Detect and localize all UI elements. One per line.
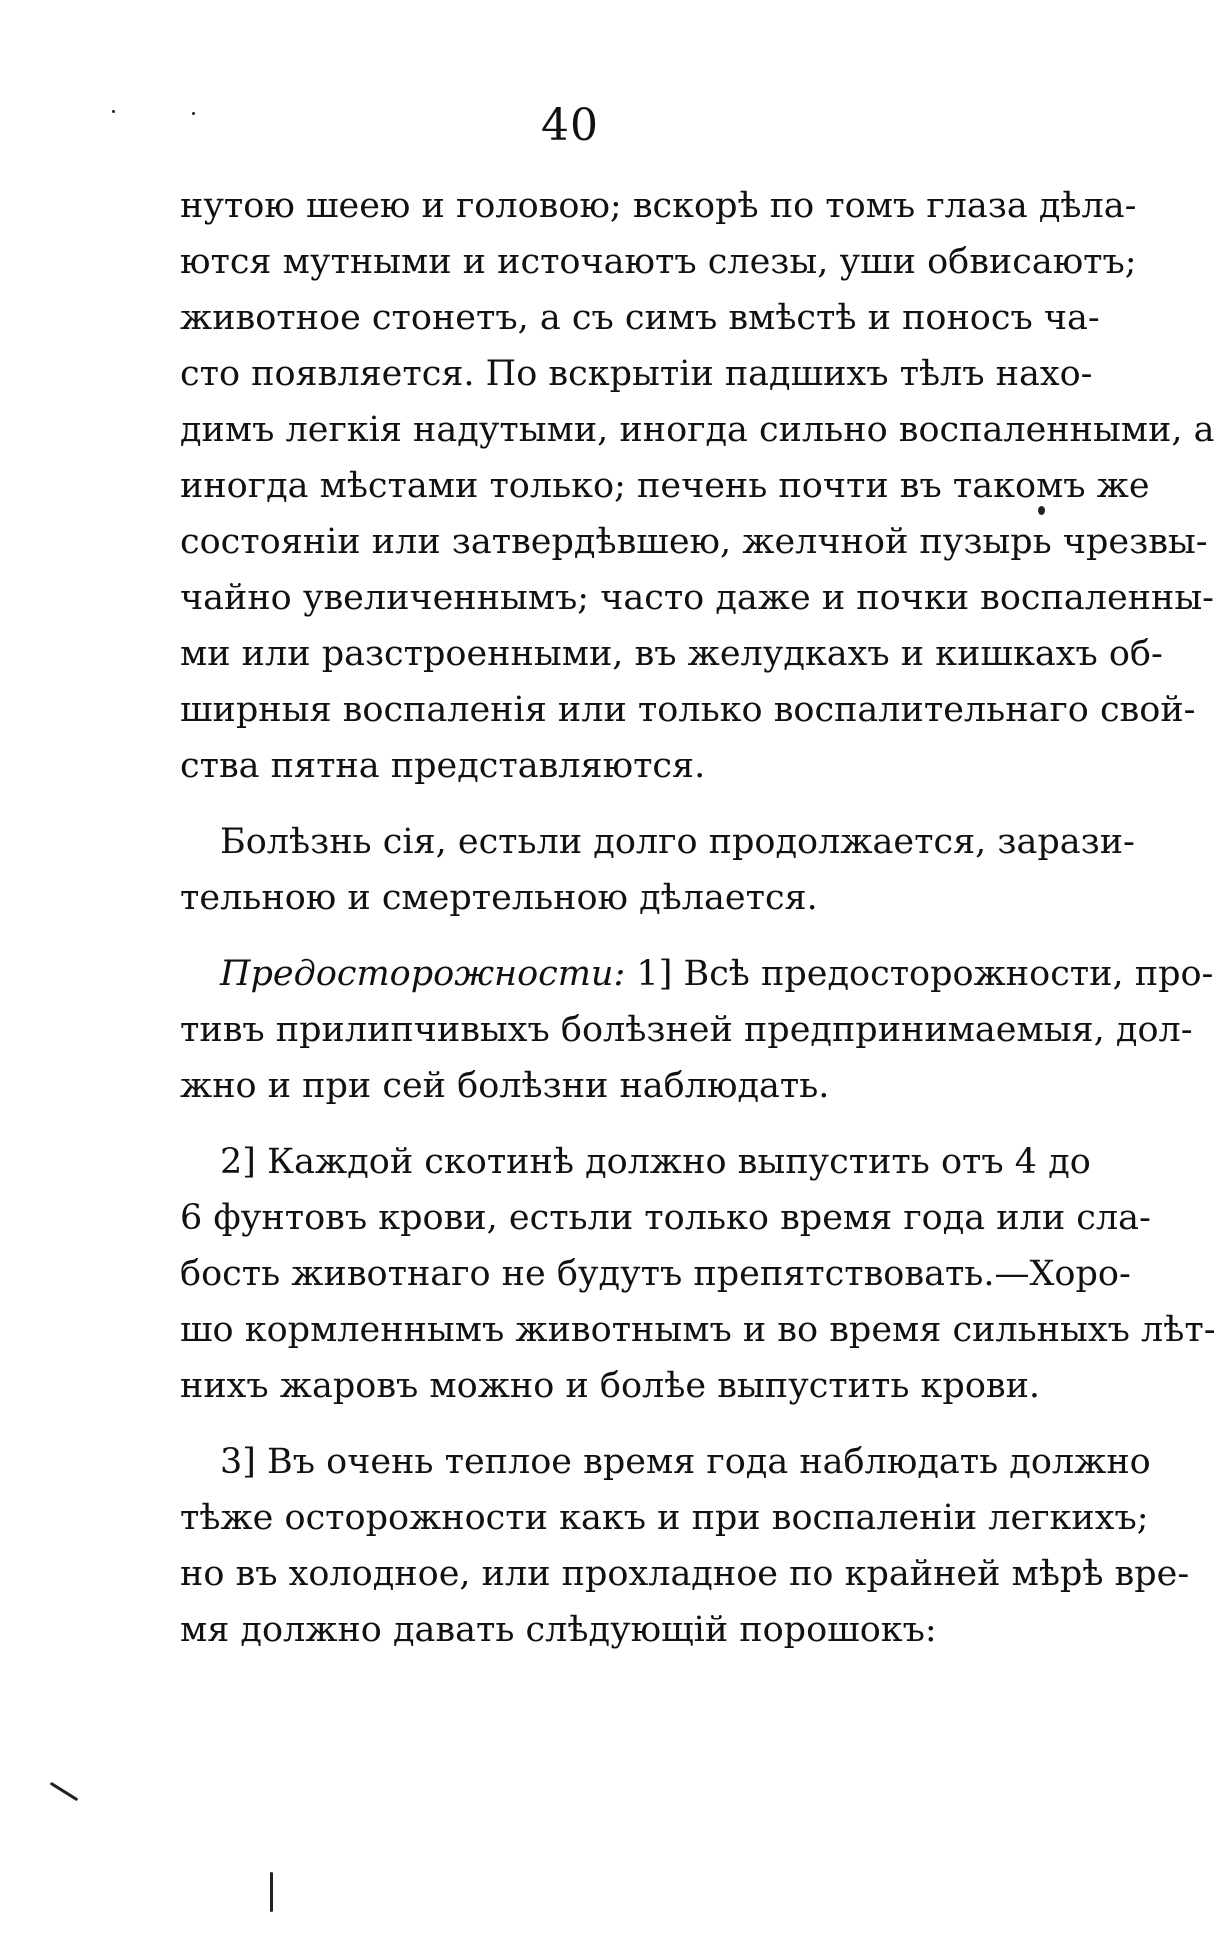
scan-speck [270, 1872, 273, 1912]
text-line: Болѣзнь сія, естьли долго продолжается, зарази- [220, 822, 1135, 862]
text-line: нихъ жаровъ можно и болѣе выпустить крови. [180, 1366, 1041, 1406]
text-line: ются мутными и источаютъ слезы, уши обвисаютъ; [180, 242, 1137, 282]
text-line: ширныя воспаленія или только воспалительнаго свой- [180, 690, 1196, 730]
text-line: димъ легкія надутыми, иногда сильно воспаленными, а [180, 410, 1215, 450]
paragraph-warm-weather [180, 1434, 1190, 1658]
scan-speck [192, 112, 195, 115]
text-line [180, 946, 1214, 1002]
text-line: жно и при сей болѣзни наблюдать. [180, 1066, 830, 1106]
text-line: 2] Каждой скотинѣ должно выпустить отъ 4 до [220, 1142, 1091, 1182]
text-line: но въ холодное, или прохладное по крайней мѣрѣ вре- [180, 1554, 1190, 1594]
text-line: чайно увеличеннымъ; часто даже и почки воспаленны- [180, 578, 1215, 618]
body-text [180, 178, 1216, 1658]
paragraph-symptoms [180, 178, 1215, 794]
paragraph-bloodletting [180, 1134, 1216, 1414]
text-line: сто появляется. По вскрытіи падшихъ тѣлъ нахо- [180, 354, 1093, 394]
text-line: 3] Въ очень теплое время года наблюдать должно [220, 1442, 1151, 1482]
paragraph-precautions [180, 946, 1214, 1114]
text-line: мя должно давать слѣдующій порошокъ: [180, 1610, 937, 1650]
text-line: тельною и смертельною дѣлается. [180, 878, 818, 918]
scan-speck [50, 1782, 79, 1802]
scan-speck [112, 110, 115, 113]
text-line: ми или разстроенными, въ желудкахъ и кишкахъ об- [180, 634, 1163, 674]
text-line: бость животнаго не будутъ препятствовать.—Хоро- [180, 1254, 1131, 1294]
text-line: тѣже осторожности какъ и при воспаленіи легкихъ; [180, 1498, 1149, 1538]
text-line: шо кормленнымъ животнымъ и во время сильныхъ лѣт- [180, 1310, 1216, 1350]
precaution-item-1-start: 1] Всѣ предосторожности, про- [636, 954, 1214, 994]
text-line: иногда мѣстами только; печень почти въ такомъ же [180, 466, 1150, 506]
page-number: 40 [541, 100, 599, 151]
scan-speck [1038, 506, 1045, 515]
text-line: ства пятна представляются. [180, 746, 706, 786]
precautions-heading: Предосторожности: [220, 954, 626, 994]
paragraph-contagion [180, 814, 1135, 926]
text-line: нутою шеею и головою; вскорѣ по томъ глаза дѣла- [180, 186, 1137, 226]
text-line: 6 фунтовъ крови, естьли только время года или сла- [180, 1198, 1151, 1238]
text-line: тивъ прилипчивыхъ болѣзней предпринимаемыя, дол- [180, 1010, 1193, 1050]
text-line: состояніи или затвердѣвшею, желчной пузырь чрезвы- [180, 522, 1208, 562]
text-line: животное стонетъ, а съ симъ вмѣстѣ и поносъ ча- [180, 298, 1100, 338]
